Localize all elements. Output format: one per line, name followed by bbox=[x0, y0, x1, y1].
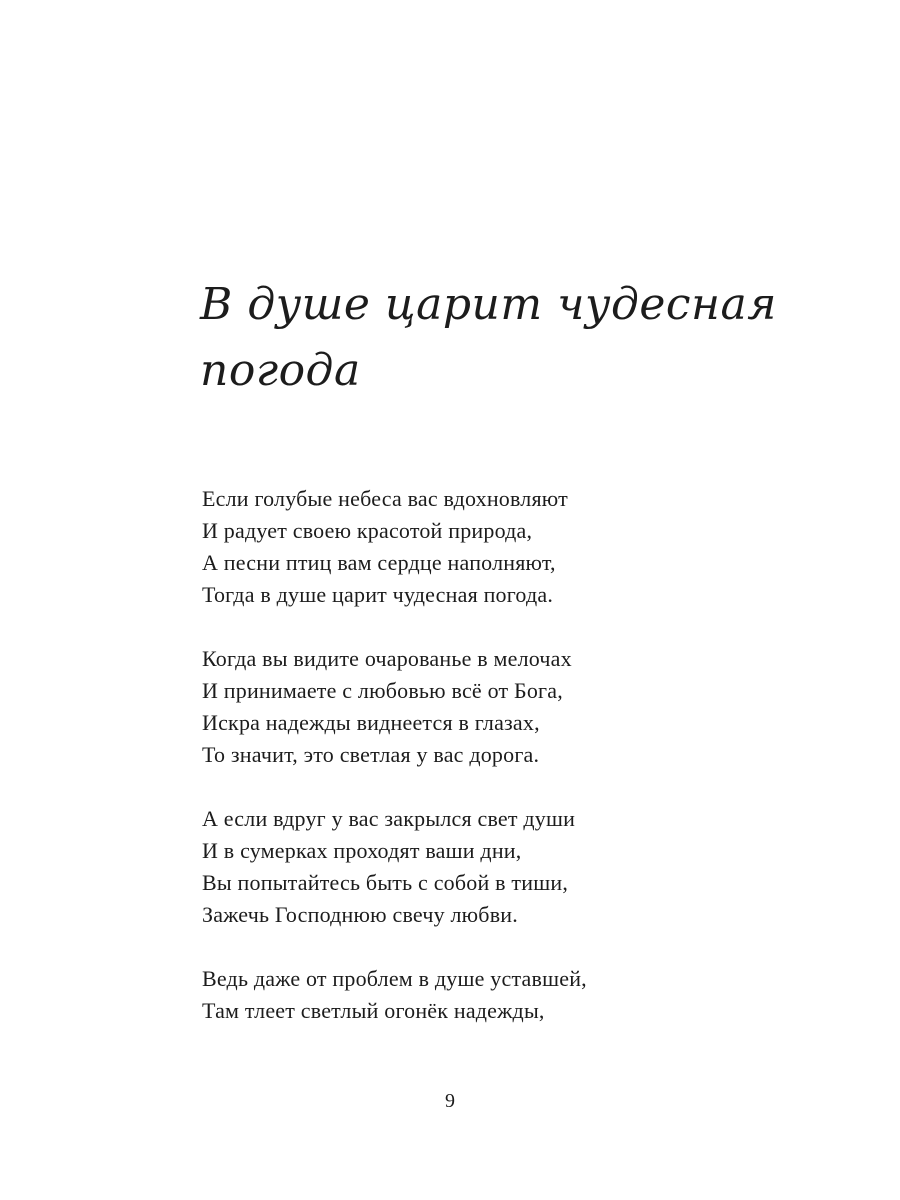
poem-line: А если вдруг у вас закрылся свет души bbox=[202, 806, 576, 831]
poem-line: Когда вы видите очарованье в мелочах bbox=[202, 646, 572, 671]
poem-title bbox=[200, 272, 777, 404]
poem-line: Ведь даже от проблем в душе уставшей, bbox=[202, 966, 587, 991]
stanza-4 bbox=[202, 963, 762, 1027]
poem-line: И радует своею красотой природа, bbox=[202, 518, 533, 543]
poem-line: Вы попытайтесь быть с собой в тиши, bbox=[202, 870, 569, 895]
poem-line: Тогда в душе царит чудесная погода. bbox=[202, 582, 554, 607]
poem-line: Искра надежды виднеется в глазах, bbox=[202, 710, 540, 735]
page-number: 9 bbox=[445, 1090, 455, 1112]
poem-title-line: В душе царит чудесная bbox=[200, 279, 777, 330]
poem-title-line: погода bbox=[200, 345, 361, 396]
stanza-2 bbox=[202, 643, 762, 771]
stanza-1 bbox=[202, 483, 762, 611]
poem-line: Там тлеет светлый огонёк надежды, bbox=[202, 998, 545, 1023]
poem-line: Если голубые небеса вас вдохновляют bbox=[202, 486, 568, 511]
stanza-3 bbox=[202, 803, 762, 931]
poem-body bbox=[202, 483, 762, 1059]
poem-line: То значит, это светлая у вас дорога. bbox=[202, 742, 540, 767]
poem-line: И принимаете с любовью всё от Бога, bbox=[202, 678, 563, 703]
poem-line: А песни птиц вам сердце наполняют, bbox=[202, 550, 556, 575]
poem-line: И в сумерках проходят ваши дни, bbox=[202, 838, 522, 863]
poem-line: Зажечь Господнюю свечу любви. bbox=[202, 902, 518, 927]
